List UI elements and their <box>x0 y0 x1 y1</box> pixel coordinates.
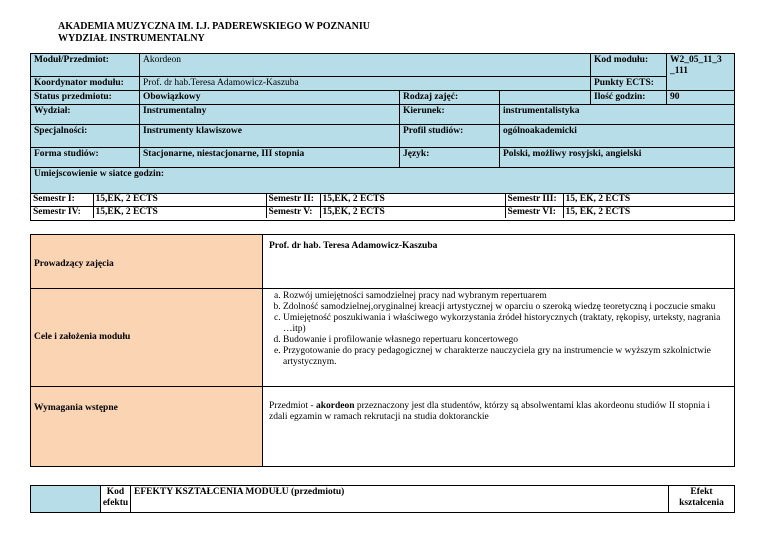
ilosc-label: Ilość godzin: <box>591 91 667 105</box>
cele-item: d. Budowanie i profilowanie własnego repertuaru koncertowego <box>283 335 728 346</box>
specjalnosc-label: Specjalności: <box>31 125 140 148</box>
cele-item: a. Rozwój umiejętności samodzielnej pracy nad wybranym repertuarem <box>283 291 728 302</box>
profil-value: ogólnoakademicki <box>500 125 735 148</box>
semester-2-label: Semestr II: <box>266 194 320 206</box>
semester-5-value: 15,EK, 2 ECTS <box>320 206 505 218</box>
faculty-name: WYDZIAŁ INSTRUMENTALNY <box>58 33 205 44</box>
module-details-table <box>30 234 735 467</box>
jezyk-label: Język: <box>400 148 500 168</box>
semester-6-value: 15, EK, 2 ECTS <box>563 206 735 218</box>
cele-item: e. Przygotowanie do pracy pedagogicznej w charakterze nauczyciela gry na instrumencie w wyższym szkolnictwie artystycznym. <box>283 346 728 368</box>
kod-efektu-label: Kod efektu <box>101 486 131 513</box>
prowadzacy-value: Prof. dr hab. Teresa Adamowicz-Kaszuba <box>269 241 438 251</box>
semester-4-label: Semestr IV: <box>31 206 93 218</box>
semester-3-value: 15, EK, 2 ECTS <box>563 194 735 206</box>
status-value: Obowiązkowy <box>140 91 400 105</box>
profil-label: Profil studiów: <box>400 125 500 148</box>
cele-item: c. Umiejętność poszukiwania i właściwego wykorzystania źródeł historycznych (traktaty, rękopisy, urteksty, nagrania …itp) <box>283 313 728 335</box>
jezyk-value: Polski, możliwy rosyjski, angielski <box>500 148 735 168</box>
wydzial-value: Instrumentalny <box>140 105 400 125</box>
kierunek-label: Kierunek: <box>400 105 500 125</box>
cele-item: b. Zdolność samodzielnej,oryginalnej kreacji artystycznej w oparciu o szeroką wiedzę teoretyczną i poczucie smaku <box>283 302 728 313</box>
kod-value: W2_05_11_3 _111 <box>667 54 735 91</box>
prowadzacy-label: Prowadzący zajęcia <box>34 258 114 269</box>
academy-name: AKADEMIA MUZYCZNA IM. I.J. PADEREWSKIEGO W POZNANIU <box>58 21 370 32</box>
koordynator-label: Koordynator modułu: <box>31 77 140 91</box>
forma-value: Stacjonarne, niestacjonarne, III stopnia <box>140 148 400 168</box>
rodzaj-value <box>500 91 591 105</box>
semester-4-value: 15,EK, 2 ECTS <box>93 206 266 218</box>
ilosc-value: 90 <box>667 91 735 105</box>
efekt-ksztalcenia-label: Efekt kształcenia <box>669 486 735 513</box>
specjalnosc-value: Instrumenty klawiszowe <box>140 125 400 148</box>
wydzial-label: Wydział: <box>31 105 140 125</box>
effects-table <box>30 485 735 513</box>
semester-2-value: 15,EK, 2 ECTS <box>320 194 505 206</box>
status-label: Status przedmiotu: <box>31 91 140 105</box>
modul-label: Moduł/Przedmiot: <box>31 54 140 77</box>
siatka-label: Umiejscowienie w siatce godzin: <box>31 168 735 194</box>
kierunek-value: instrumentalistyka <box>500 105 735 125</box>
document-header <box>58 21 370 45</box>
forma-label: Forma studiów: <box>31 148 140 168</box>
wymagania-label: Wymagania wstępne <box>34 403 118 413</box>
ects-label: Punkty ECTS: <box>591 77 667 91</box>
semester-1-label: Semestr I: <box>31 194 93 206</box>
modul-value: Akordeon <box>140 54 591 77</box>
semester-1-value: 15,EK, 2 ECTS <box>93 194 266 206</box>
kod-label: Kod modułu: <box>591 54 667 77</box>
semester-6-label: Semestr VI: <box>505 206 563 218</box>
cele-list <box>269 291 728 368</box>
semester-3-label: Semestr III: <box>505 194 563 206</box>
semester-5-label: Semestr V: <box>266 206 320 218</box>
wymagania-text: Przedmiot - akordeon przeznaczony jest dla studentów, którzy są absolwentami klas akordeonu studiów II stopnia i zdali egzamin w ramach rekrutacji na studia doktoranckie <box>263 387 735 467</box>
module-info-table <box>30 53 735 221</box>
effects-title: EFEKTY KSZTAŁCENIA MODUŁU (przedmiotu) <box>131 486 669 513</box>
cele-label: Cele i założenia modułu <box>34 332 131 342</box>
semester-table <box>31 194 735 218</box>
koordynator-value: Prof. dr hab.Teresa Adamowicz-Kaszuba <box>140 77 591 91</box>
rodzaj-label: Rodzaj zajęć: <box>400 91 500 105</box>
